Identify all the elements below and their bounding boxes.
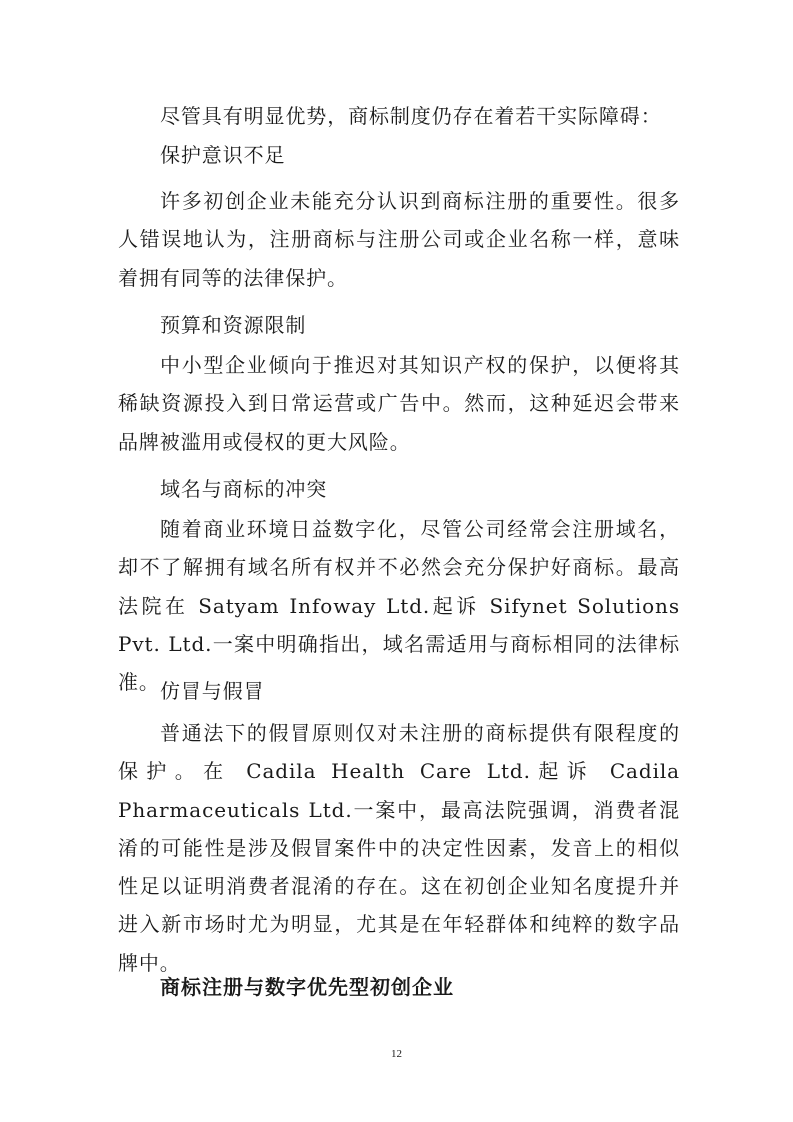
paragraph-domain: 随着商业环境日益数字化，尽管公司经常会注册域名，却不了解拥有域名所有权并不必然会充分保护好商标。最高法院在 Satyam Infoway Ltd.起诉 Sifynet Solutions Pvt. Ltd.一案中明确指出，域名需适用与商标相同的法律标准。 <box>118 517 680 695</box>
section-heading: 商标注册与数字优先型初创企业 <box>160 975 454 999</box>
paragraph-budget: 中小型企业倾向于推迟对其知识产权的保护，以便将其稀缺资源投入到日常运营或广告中。然而，这种延迟会带来品牌被滥用或侵权的更大风险。 <box>118 353 680 454</box>
intro-paragraph: 尽管具有明显优势，商标制度仍存在着若干实际障碍： <box>160 104 662 128</box>
subheading-budget: 预算和资源限制 <box>160 313 307 337</box>
subheading-domain: 域名与商标的冲突 <box>160 477 328 501</box>
subheading-passing-off: 仿冒与假冒 <box>160 679 265 703</box>
paragraph-awareness: 许多初创企业未能充分认识到商标注册的重要性。很多人错误地认为，注册商标与注册公司或企业名称一样，意味着拥有同等的法律保护。 <box>118 189 680 290</box>
paragraph-passing-off: 普通法下的假冒原则仅对未注册的商标提供有限程度的保护。在 Cadila Health Care Ltd.起诉 Cadila Pharmaceuticals Ltd.一案中，最高法院强调，消费者混淆的可能性是涉及假冒案件中的决定性因素，发音上的相似性足以证明消费者混淆的存在。这在初创企业知名度提升并进入新市场时尤为明显，尤其是在年轻群体和纯粹的数字品牌中。 <box>118 721 680 975</box>
page-number: 12 <box>391 1048 402 1060</box>
subheading-awareness: 保护意识不足 <box>160 143 286 167</box>
